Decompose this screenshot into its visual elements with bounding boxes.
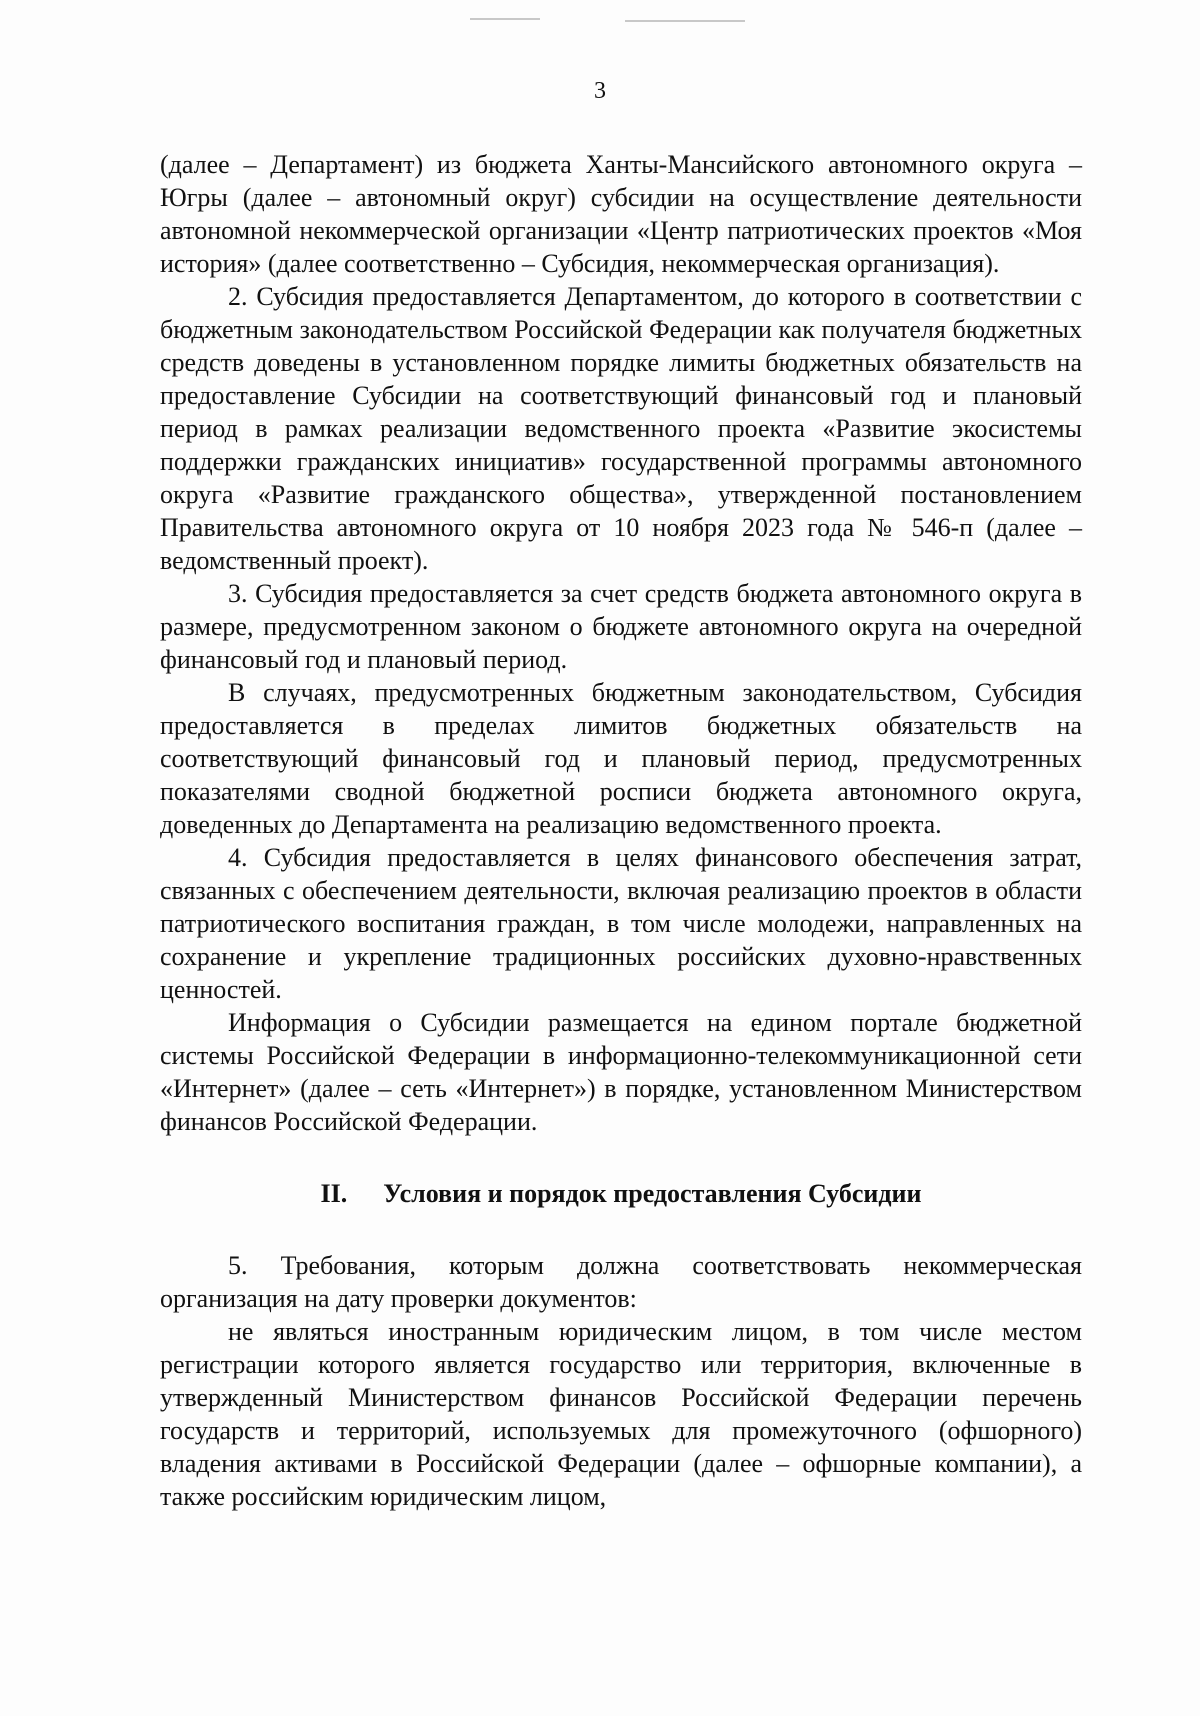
paragraph-subsidy-info: Информация о Субсидии размещается на едином портале бюджетной системы Российской Федерации в информационно-телекоммуникационной сети «Интернет» (далее – сеть «Интернет») в порядке, установленном Министерством финансов Российской Федерации. — [160, 1008, 1082, 1136]
paragraph-item-5: 5. Требования, которым должна соответствовать некоммерческая организация на дату проверки документов: — [160, 1251, 1082, 1313]
scan-artifact — [625, 20, 745, 22]
page-number: 3 — [594, 78, 606, 104]
scan-artifact — [470, 18, 540, 20]
paragraph-requirement: не являться иностранным юридическим лицом, в том числе местом регистрации которого является государство или территория, включенные в утвержденный Министерством финансов Российской Федерации перечень государств и территорий, используемых для промежуточного (офшорного) владения активами в Российской Федерации (далее – офшорные компании), а также российским юридическим лицом, — [160, 1317, 1082, 1511]
section-number: II. — [320, 1179, 348, 1208]
document-body — [160, 148, 1082, 1513]
section-title: Условия и порядок предоставления Субсидии — [383, 1179, 922, 1208]
paragraph-budget-cases: В случаях, предусмотренных бюджетным законодательством, Субсидия предоставляется в пределах лимитов бюджетных обязательств на соответствующий финансовый год и плановый период, предусмотренных показателями сводной бюджетной росписи бюджета автономного округа, доведенных до Департамента на реализацию ведомственного проекта. — [160, 678, 1082, 839]
paragraph-item-4: 4. Субсидия предоставляется в целях финансового обеспечения затрат, связанных с обеспечением деятельности, включая реализацию проектов в области патриотического воспитания граждан, в том числе молодежи, направленных на сохранение и укрепление традиционных российских духовно-нравственных ценностей. — [160, 843, 1082, 1004]
section-heading — [160, 1177, 1082, 1210]
paragraph-item-3: 3. Субсидия предоставляется за счет средств бюджета автономного округа в размере, предусмотренном законом о бюджете автономного округа на очередной финансовый год и плановый период. — [160, 579, 1082, 674]
paragraph-item-2: 2. Субсидия предоставляется Департаментом, до которого в соответствии с бюджетным законодательством Российской Федерации как получателя бюджетных средств доведены в установленном порядке лимиты бюджетных обязательств на предоставление Субсидии на соответствующий финансовый год и плановый период в рамках реализации ведомственного проекта «Развитие экосистемы поддержки гражданских инициатив» государственной программы автономного округа «Развитие гражданского общества», утвержденной постановлением Правительства автономного округа от 10 ноября 2023 года № 546-п (далее – ведомственный проект). — [160, 282, 1082, 575]
paragraph-continuation: (далее – Департамент) из бюджета Ханты-Мансийского автономного округа – Югры (далее – автономный округ) субсидии на осуществление деятельности автономной некоммерческой организации «Центр патриотических проектов «Моя история» (далее соответственно – Субсидия, некоммерческая организация). — [160, 150, 1082, 278]
